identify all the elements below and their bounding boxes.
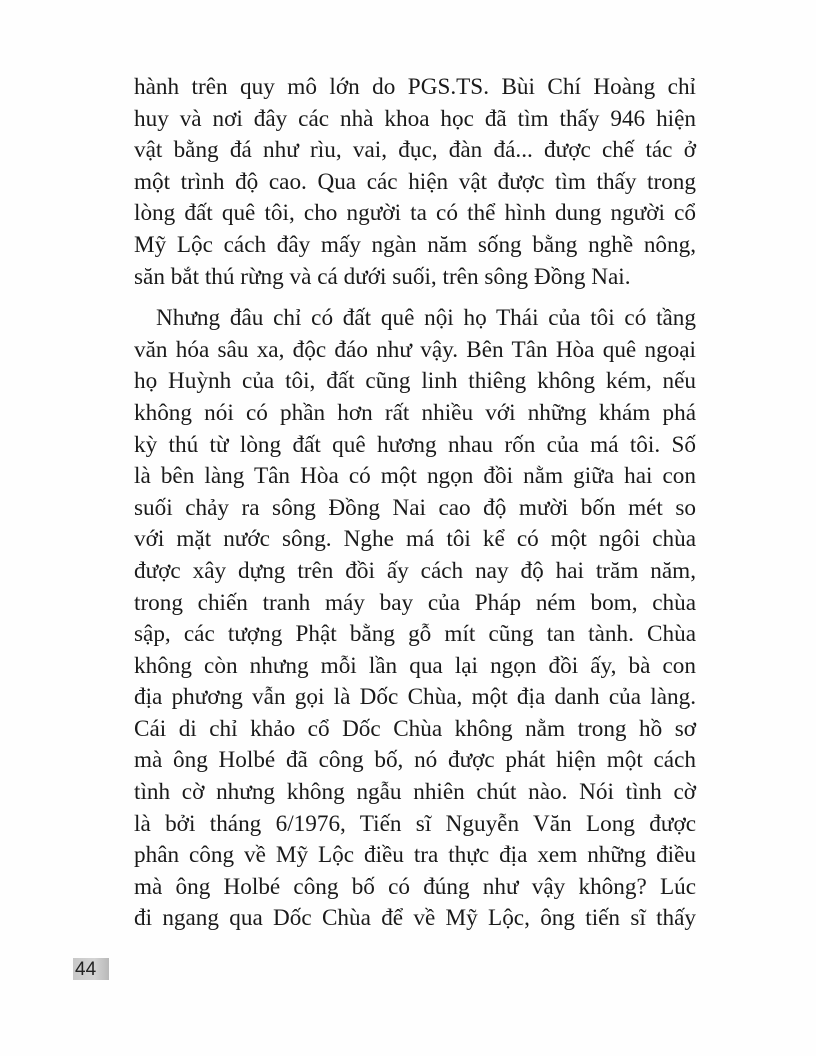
text-line: săn bắt thú rừng và cá dưới suối, trên sông Đồng Nai.	[134, 263, 631, 290]
text-line: tình cờ nhưng không ngẫu nhiên chút nào. Nói tình cờ	[134, 779, 696, 806]
text-line: suối chảy ra sông Đồng Nai cao độ mười bốn mét so	[134, 494, 696, 521]
paragraph-2	[134, 303, 696, 966]
text-line: trong chiến tranh máy bay của Pháp ném bom, chùa	[134, 589, 696, 616]
text-line: hành trên quy mô lớn do PGS.TS. Bùi Chí Hoàng chỉ	[134, 74, 696, 100]
page-number: 44	[73, 958, 109, 980]
text-line: sập, các tượng Phật bằng gỗ mít cũng tan tành. Chùa	[134, 621, 696, 648]
text-line: văn hóa sâu xa, độc đáo như vậy. Bên Tân Hòa quê ngoại	[134, 336, 696, 363]
text-line: Cái di chỉ khảo cổ Dốc Chùa không nằm trong hồ sơ	[134, 715, 696, 742]
text-line: không nói có phần hơn rất nhiều với những khám phá	[134, 399, 696, 426]
text-line: đi ngang qua Dốc Chùa để về Mỹ Lộc, ông tiến sĩ thấy	[134, 905, 696, 932]
text-line: kỳ thú từ lòng đất quê hương nhau rốn của má tôi. Số	[134, 431, 696, 458]
text-line: được xây dựng trên đồi ấy cách nay độ hai trăm năm,	[134, 557, 696, 584]
text-line: lòng đất quê tôi, cho người ta có thể hình dung người cổ	[134, 200, 696, 227]
text-line: họ Huỳnh của tôi, đất cũng linh thiêng không kém, nếu	[134, 368, 696, 395]
text-line: Nhưng đâu chỉ có đất quê nội họ Thái của tôi có tầng	[156, 305, 696, 332]
text-line: mà ông Holbé đã công bố, nó được phát hiện một cách	[134, 747, 696, 774]
text-line: vật bằng đá như rìu, vai, đục, đàn đá... được chế tác ở	[134, 137, 696, 164]
body-text	[134, 72, 696, 967]
text-line: không còn nhưng mỗi lần qua lại ngọn đồi ấy, bà con	[134, 652, 696, 679]
text-line: một trình độ cao. Qua các hiện vật được tìm thấy trong	[134, 168, 696, 195]
paragraph-1	[134, 72, 696, 293]
text-line: địa phương vẫn gọi là Dốc Chùa, một địa danh của làng.	[134, 684, 696, 711]
text-line: là bởi tháng 6/1976, Tiến sĩ Nguyễn Văn Long được	[134, 810, 696, 837]
text-line: Mỹ Lộc cách đây mấy ngàn năm sống bằng nghề nông,	[134, 231, 696, 258]
text-line: huy và nơi đây các nhà khoa học đã tìm thấy 946 hiện	[134, 105, 696, 132]
text-line: mà ông Holbé công bố có đúng như vậy không? Lúc	[134, 873, 696, 900]
text-line: là bên làng Tân Hòa có một ngọn đồi nằm giữa hai con	[134, 463, 696, 490]
text-line	[134, 935, 696, 967]
text-line: với mặt nước sông. Nghe má tôi kể có một ngôi chùa	[134, 526, 696, 553]
text-line: phân công về Mỹ Lộc điều tra thực địa xem những điều	[134, 842, 696, 869]
